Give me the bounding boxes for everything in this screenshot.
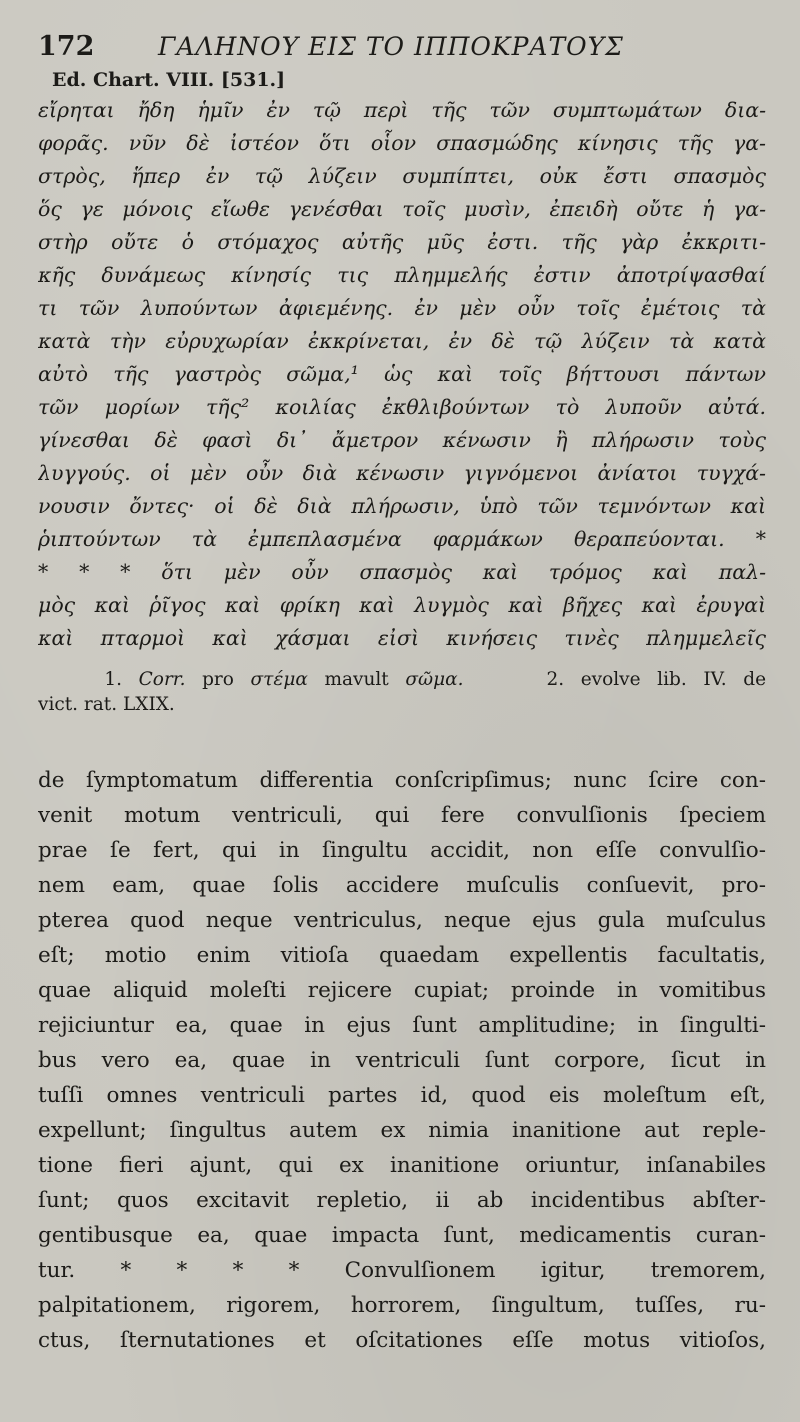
- greek-line: αὐτὸ τῆς γαστρὸς σῶμα,¹ ὡς καὶ τοῖς βήττουσι πάντων: [38, 362, 766, 386]
- page-header: [38, 30, 766, 64]
- latin-line: pterea quod neque ventriculus, neque ejus gula muſculus: [38, 908, 766, 933]
- greek-line: τι τῶν λυπούντων ἀφιεμένης. ἐν μὲν οὖν τοῖς ἐμέτοις τὰ: [38, 296, 766, 320]
- latin-line: palpitationem, rigorem, horrorem, ſingultum, tuſſes, ru-: [38, 1293, 766, 1318]
- footnotes: [38, 667, 766, 717]
- latin-line: gentibusque ea, quae impacta ſunt, medicamentis curan-: [38, 1223, 766, 1248]
- latin-line: prae ſe fert, qui in ſingultu accidit, non eſſe convulſio-: [38, 838, 766, 863]
- footnote-1-pro: pro: [202, 669, 234, 690]
- greek-line: μὸς καὶ ῥῖγος καὶ φρίκη καὶ λυγμὸς καὶ βῆχες καὶ ἐρυγαὶ: [38, 593, 766, 617]
- greek-line: νουσιν ὄντες· οἱ δὲ διὰ πλήρωσιν, ὑπὸ τῶν τεμνόντων καὶ: [38, 494, 766, 518]
- greek-line: ῥιπτούντων τὰ ἐμπεπλασμένα φαρμάκων θεραπεύονται. *: [38, 527, 766, 551]
- footnote-1-greek-correction: σῶμα.: [405, 669, 464, 690]
- greek-line: στρὸς, ἥπερ ἐν τῷ λύζειν συμπίπτει, οὐκ ἔστι σπασμὸς: [38, 164, 766, 188]
- footnote-2-continuation: vict. rat. LXIX.: [38, 694, 175, 715]
- footnote-1-greek-original: στέμα: [250, 669, 308, 690]
- latin-line: ſunt; quos excitavit repletio, ii ab incidentibus abſter-: [38, 1188, 766, 1213]
- latin-text-block: [38, 763, 766, 1358]
- page-number: 172: [38, 31, 95, 62]
- greek-line: γίνεσθαι δὲ φασὶ δι᾽ ἄμετρον κένωσιν ἢ πλήρωσιν τοὺς: [38, 428, 766, 452]
- greek-line: * * * ὅτι μὲν οὖν σπασμὸς καὶ τρόμος καὶ παλ-: [38, 560, 766, 584]
- greek-line: κῆς δυνάμεως κίνησίς τις πλημμελής ἐστιν ἀποτρίψασθαί: [38, 263, 766, 287]
- latin-line: eſt; motio enim vitioſa quaedam expellentis facultatis,: [38, 943, 766, 968]
- greek-line: λυγγούς. οἱ μὲν οὖν διὰ κένωσιν γιγνόμενοι ἀνίατοι τυγχά-: [38, 461, 766, 485]
- greek-line: τῶν μορίων τῆς² κοιλίας ἐκθλιβούντων τὸ λυποῦν αὐτά.: [38, 395, 766, 419]
- footnote-1-corr: Corr.: [138, 669, 186, 690]
- greek-line: καὶ πταρμοὶ καὶ χάσμαι εἰσὶ κινήσεις τινὲς πλημμελεῖς: [38, 626, 766, 650]
- footnote-2-text: 2. evolve lib. IV. de: [546, 669, 766, 690]
- greek-line: φορᾶς. νῦν δὲ ἰστέον ὅτι οἷον σπασμώδης κίνησις τῆς γα-: [38, 131, 766, 155]
- edition-reference: Ed. Chart. VIII. [531.]: [52, 69, 286, 91]
- latin-line: rejiciuntur ea, quae in ejus ſunt amplitudine; in ſingulti-: [38, 1013, 766, 1038]
- footnote-1-mavult: mavult: [324, 669, 389, 690]
- running-head: ΓΑΛΗΝΟΥ ΕΙΣ ΤΟ ΙΠΠΟΚΡΑΤΟΥΣ: [158, 32, 624, 61]
- latin-line: tione fieri ajunt, qui ex inanitione oriuntur, inſanabiles: [38, 1153, 766, 1178]
- greek-text-block: [38, 94, 766, 655]
- latin-line: bus vero ea, quae in ventriculi ſunt corpore, ſicut in: [38, 1048, 766, 1073]
- latin-line: quae aliquid moleſti rejicere cupiat; proinde in vomitibus: [38, 978, 766, 1003]
- latin-line: expellunt; ſingultus autem ex nimia inanitione aut reple-: [38, 1118, 766, 1143]
- greek-line: ὅς γε μόνοις εἴωθε γενέσθαι τοῖς μυσὶν, ἐπειδὴ οὔτε ἡ γα-: [38, 197, 766, 221]
- latin-line: tur. * * * * Convulſionem igitur, tremorem,: [38, 1258, 766, 1283]
- footnote-line-1: [38, 667, 766, 692]
- latin-line: de ſymptomatum differentia conſcripſimus; nunc ſcire con-: [38, 768, 766, 793]
- greek-line: στὴρ οὔτε ὁ στόμαχος αὐτῆς μῦς ἐστι. τῆς γὰρ ἐκκριτι-: [38, 230, 766, 254]
- latin-line: venit motum ventriculi, qui fere convulſionis ſpeciem: [38, 803, 766, 828]
- greek-line: εἴρηται ἤδη ἡμῖν ἐν τῷ περὶ τῆς τῶν συμπτωμάτων δια-: [38, 98, 766, 122]
- footnote-1-number: 1.: [104, 669, 123, 690]
- latin-line: tuſſi omnes ventriculi partes id, quod eis moleſtum eſt,: [38, 1083, 766, 1108]
- greek-line: κατὰ τὴν εὐρυχωρίαν ἐκκρίνεται, ἐν δὲ τῷ λύζειν τὰ κατὰ: [38, 329, 766, 353]
- latin-line: ctus, ſternutationes et oſcitationes eſſe motus vitioſos,: [38, 1328, 766, 1353]
- latin-line: nem eam, quae ſolis accidere muſculis conſuevit, pro-: [38, 873, 766, 898]
